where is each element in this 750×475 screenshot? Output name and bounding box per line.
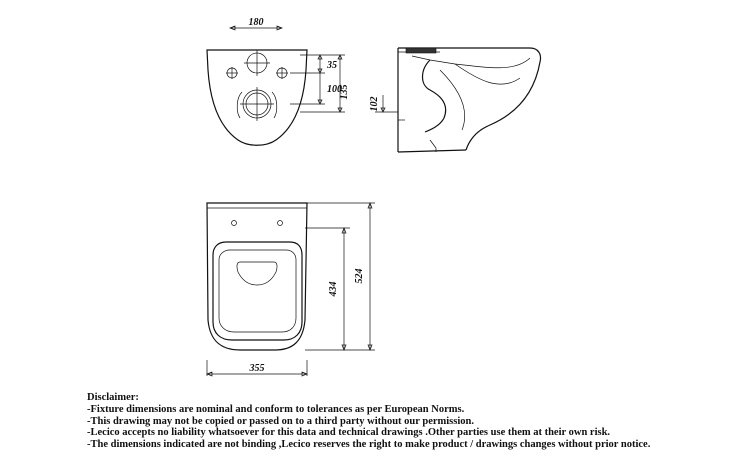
fixing-hole-right [276,67,288,79]
disclaimer-line: -Fixture dimensions are nominal and conform to tolerances as per European Norms. [87,403,465,415]
disclaimer-line: -This drawing may not be copied or passed on to a third party without our permission. [87,415,474,427]
outlet-hole [237,87,277,121]
seat-fixing-left [232,221,237,226]
dim-524-label: 524 [354,268,365,284]
seat-hinge [406,48,436,53]
seat-rim [213,242,302,340]
drain-opening [237,262,277,285]
disclaimer-line: -The dimensions indicated are not binding ,Lecico reserves the right to make product / drawings changes without prior notice. [87,439,651,451]
dim-180-label: 180 [248,17,264,28]
disclaimer-block [87,392,737,451]
dim-35-label: 35 [327,60,337,71]
fixing-hole-left [226,67,238,79]
inlet-hole [244,50,270,76]
dim-100-label: 100 [327,84,342,95]
disclaimer-title: Disclaimer: [87,392,139,403]
side-view [369,48,541,152]
seat-fixing-right [278,221,283,226]
disclaimer-line: -Lecico accepts no liability whatsoever for this data and technical drawings .Other parties use them at their own risk. [87,427,611,439]
rear-view [207,17,350,145]
dim-355-label: 355 [249,363,265,374]
dim-434-label: 434 [328,281,339,297]
dim-102-label: 102 [369,96,380,112]
plan-view [207,203,375,376]
dim-135-label: 135 [339,84,350,100]
